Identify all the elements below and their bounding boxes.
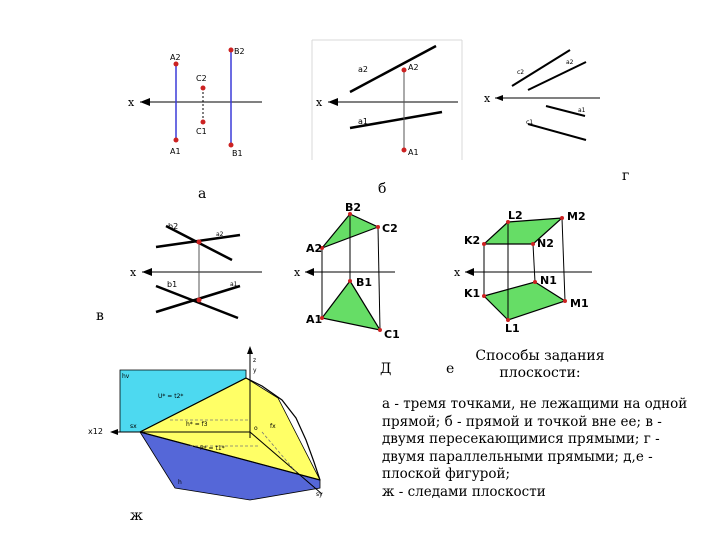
label-C1: C1 (196, 127, 207, 136)
label-x12: x12 (88, 427, 103, 436)
caption-v: в (96, 308, 104, 324)
description-line: двумя параллельными прямыми; д,е - (382, 448, 653, 465)
label-M1: M1 (570, 297, 589, 310)
label-c1: c1 (526, 119, 534, 126)
label-A2: A2 (170, 53, 181, 62)
label-z: z (253, 357, 257, 364)
label-c2: c2 (517, 69, 525, 76)
page-title: Способы задания плоскости: (475, 348, 605, 381)
label-a1: a1 (230, 281, 238, 288)
label-fx: fx (270, 423, 276, 430)
axis-x-label: x (294, 266, 301, 279)
caption-b: б (378, 181, 387, 197)
axis-x-label: x (316, 96, 323, 109)
label-B2: B2 (345, 201, 362, 214)
label-sx: sx (130, 423, 137, 430)
label-K2: K2 (464, 234, 481, 247)
figure-zh (88, 346, 323, 524)
label-C2: C2 (196, 74, 207, 83)
label-C1: C1 (384, 328, 400, 341)
label-sy: sy (316, 491, 323, 498)
axis-x-label: x (130, 266, 137, 279)
label-h: h (178, 479, 182, 486)
label-K1: K1 (464, 287, 481, 300)
description-line: прямой; б - прямой и точкой вне ее; в - (382, 413, 662, 430)
figure-v (96, 222, 262, 324)
axis-x-label: x (454, 266, 461, 279)
label-a2: a2 (358, 65, 368, 74)
figure-b (312, 40, 462, 197)
description-line: а - тремя точками, не лежащими на одной (382, 396, 688, 412)
axis-x-label: x (484, 92, 491, 105)
axis-x-label: x (128, 96, 135, 109)
label-B1: B1 (232, 149, 243, 158)
label-A1: A1 (170, 147, 181, 156)
description-text (382, 396, 688, 501)
label-low-trace: P* = t1* (200, 445, 225, 452)
label-b2: b2 (168, 222, 179, 231)
label-b1: b1 (167, 280, 178, 289)
label-o: o (254, 425, 258, 432)
label-A1: A1 (408, 148, 419, 157)
label-L1: L1 (505, 322, 520, 335)
label-N1: N1 (540, 274, 557, 287)
caption-zh: ж (130, 508, 143, 524)
label-L2: L2 (508, 209, 523, 222)
label-a2: a2 (216, 231, 224, 238)
label-A2: A2 (408, 63, 419, 72)
label-C2: C2 (382, 222, 398, 235)
label-top-trace: U* = t2* (158, 393, 184, 400)
label-M2: M2 (567, 210, 586, 223)
caption-e: е (446, 361, 455, 377)
label-A2: A2 (306, 242, 323, 255)
label-mid-trace: h* = f3 (186, 421, 208, 428)
caption-a: а (198, 186, 207, 202)
label-hv: hv (122, 373, 130, 380)
figure-d (294, 201, 400, 377)
figure-g (484, 50, 629, 184)
label-a2: a2 (566, 59, 574, 66)
label-B2: B2 (234, 47, 245, 56)
caption-g: г (622, 168, 630, 184)
label-A1: A1 (306, 313, 323, 326)
description-line: двумя пересекающимися прямыми; г - (382, 431, 660, 447)
figure-a (128, 47, 262, 202)
label-a1: a1 (358, 117, 368, 126)
label-N2: N2 (537, 237, 554, 250)
caption-d: Д (380, 361, 392, 377)
description-line: плоской фигурой; (382, 466, 511, 482)
label-B1: B1 (356, 276, 373, 289)
label-y: y (253, 367, 257, 374)
label-a1: a1 (578, 107, 586, 114)
description-line: ж - следами плоскости (382, 483, 546, 500)
